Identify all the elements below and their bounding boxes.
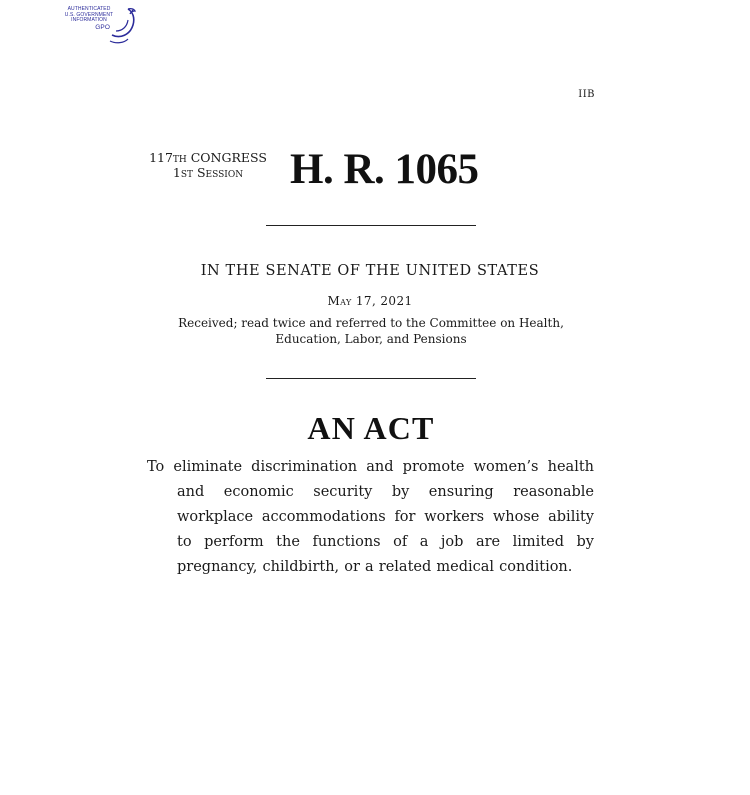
session-label: 1st Session [172, 165, 244, 180]
act-heading: AN ACT [307, 410, 435, 446]
congress-label: 117th CONGRESS [149, 150, 267, 165]
seal-line-2: U.S. GOVERNMENT [64, 11, 114, 18]
bill-number: H. R. 1065 [290, 146, 479, 193]
seal-gpo-label: GPO [95, 23, 110, 31]
eagle-icon [106, 5, 138, 45]
action-date: May 17, 2021 [327, 294, 413, 308]
congress-session-block [140, 150, 276, 180]
act-title: To eliminate discrimination and promote women’s health and economic security by ensuring reasonable workplace accommodations for workers whose ability to perform the functions of a job are limited by pregnancy, childbirth, or a related medical condition. [147, 459, 594, 575]
seal-line-1: AUTHENTICATED [67, 6, 111, 12]
chamber-heading: IN THE SENATE OF THE UNITED STATES [200, 263, 540, 279]
seal-line-3: INFORMATION [71, 17, 107, 24]
bill-version-code: IIB [578, 89, 595, 100]
referral-text: Received; read twice and referred to the Committee on Health, Education, Labor, and Pensions [178, 316, 564, 346]
divider-top [266, 225, 476, 226]
divider-bottom [266, 378, 476, 379]
gpo-authentication-seal [54, 5, 140, 45]
